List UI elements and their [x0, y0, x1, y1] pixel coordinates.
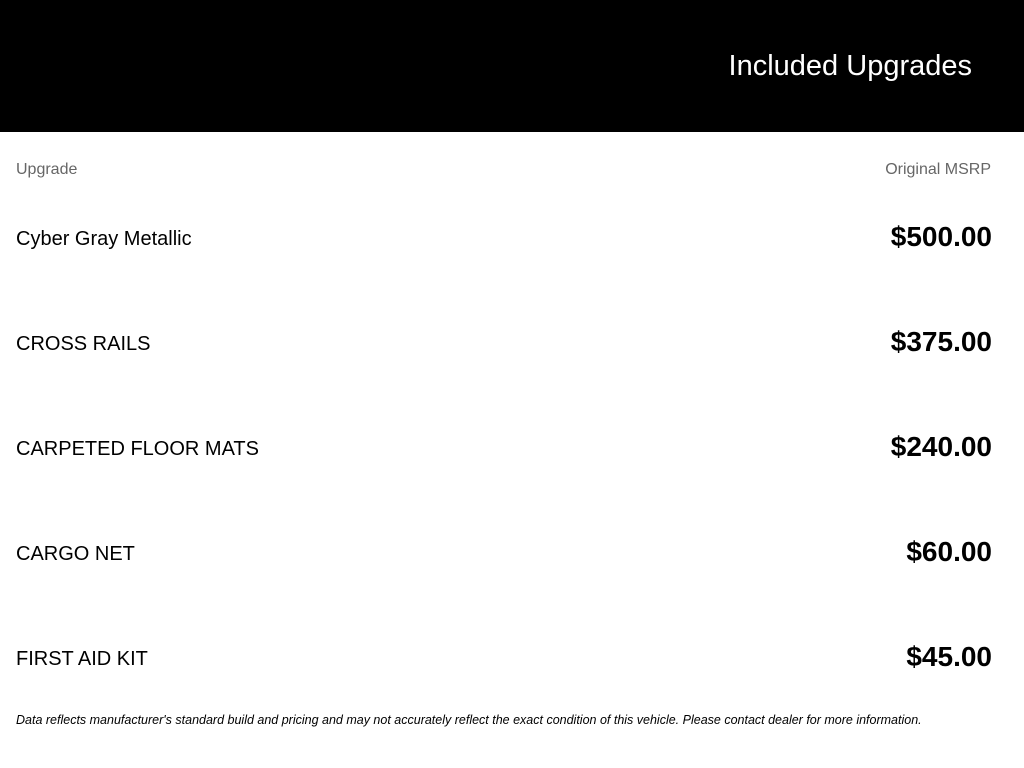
- upgrade-row: [0, 605, 1024, 710]
- upgrade-name: CARPETED FLOOR MATS: [16, 438, 259, 460]
- upgrade-price: $375.00: [890, 326, 992, 357]
- column-header-original-msrp: Original MSRP: [885, 161, 991, 178]
- upgrade-name: FIRST AID KIT: [16, 648, 148, 670]
- upgrades-list: [0, 185, 1024, 710]
- upgrade-row: [0, 290, 1024, 395]
- header-bar: [0, 0, 1024, 132]
- upgrade-name: CROSS RAILS: [16, 333, 151, 355]
- upgrade-price: $60.00: [906, 536, 992, 567]
- upgrade-row: [0, 185, 1024, 290]
- upgrade-price: $500.00: [890, 221, 992, 252]
- page-title: Included Upgrades: [728, 50, 972, 82]
- disclaimer-text: Data reflects manufacturer's standard build and pricing and may not accurately reflect the exact condition of this vehicle. Please contact dealer for more information.: [16, 713, 922, 727]
- upgrade-row: [0, 500, 1024, 605]
- column-header-upgrade: Upgrade: [16, 161, 78, 178]
- upgrade-name: CARGO NET: [16, 543, 135, 565]
- upgrade-price: $45.00: [906, 641, 992, 672]
- upgrade-name: Cyber Gray Metallic: [16, 228, 192, 250]
- upgrade-price: $240.00: [890, 431, 992, 462]
- upgrade-row: [0, 395, 1024, 500]
